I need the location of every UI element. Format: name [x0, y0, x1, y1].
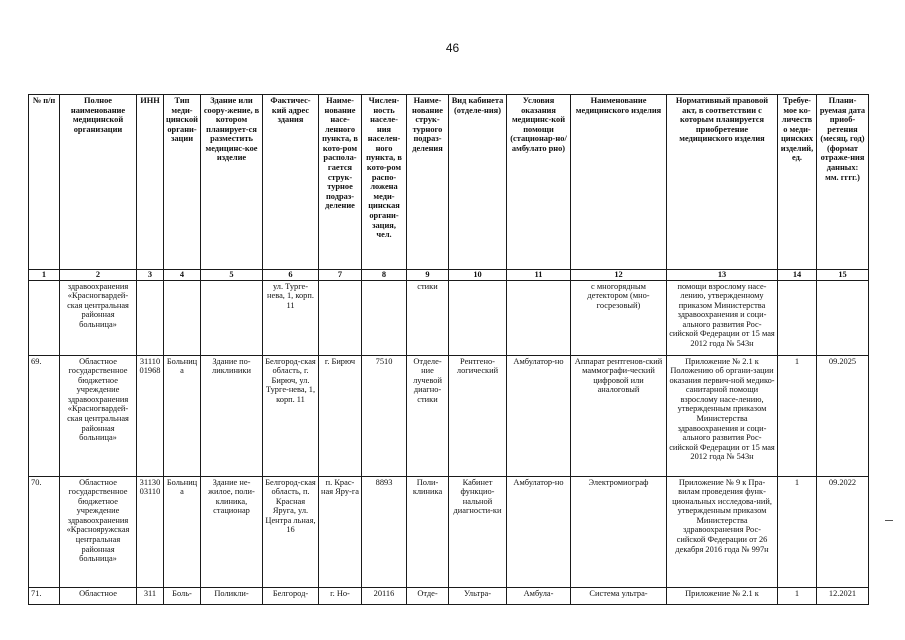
column-number: 10: [449, 270, 507, 281]
column-number: 7: [319, 270, 362, 281]
header-cell-qty: Требуе-мое ко-личество меди-цинских изделий, ед.: [778, 95, 817, 270]
cell-num: [29, 280, 60, 355]
cell-conditions: Амбула-: [507, 587, 571, 604]
cell-population: 20116: [362, 587, 407, 604]
column-number: 9: [407, 270, 449, 281]
column-number: 15: [817, 270, 869, 281]
column-number: 11: [507, 270, 571, 281]
cell-inn: [137, 280, 164, 355]
cell-conditions: Амбулатор-но: [507, 355, 571, 476]
column-number: 13: [667, 270, 778, 281]
cell-type: [164, 280, 201, 355]
cell-qty: 1: [778, 587, 817, 604]
cell-act: Приложение № 2.1 к Положению об органи-зации оказания первич-ной медико-санитарной помощи взрослому насе-лению, утвержденным приказом Министерства здравоохранения и соци-ального развития Рос-сийской Федерации от 15 мая 2012 года № 543н: [667, 355, 778, 476]
column-number: 2: [60, 270, 137, 281]
cell-subdivision: Отделе-ние лучевой диагно-стики: [407, 355, 449, 476]
cell-locality: г. Бирюч: [319, 355, 362, 476]
header-cell-population: Числен-ность населе-ния населен-ного пункта, в кото-ром распо-ложена меди-цинская органи-зация, чел.: [362, 95, 407, 270]
header-cell-num: № п/п: [29, 95, 60, 270]
cell-qty: [778, 280, 817, 355]
cell-building: Поликли-: [201, 587, 263, 604]
cell-locality: [319, 280, 362, 355]
table-row: [29, 355, 869, 476]
cell-conditions: Амбулатор-но: [507, 476, 571, 587]
cell-org: Областное государственное бюджетное учреждение здравоохранения «Красногвардей-ская центральная районная больница»: [60, 355, 137, 476]
header-cell-inn: ИНН: [137, 95, 164, 270]
table-row: [29, 476, 869, 587]
cell-subdivision: Поли-клиника: [407, 476, 449, 587]
column-number-row: [29, 270, 869, 281]
cell-conditions: [507, 280, 571, 355]
scan-edge-mark: [885, 520, 893, 521]
cell-cabinet: [449, 280, 507, 355]
cell-building: Здание не-жилое, поли-клиника, стационар: [201, 476, 263, 587]
column-number: 8: [362, 270, 407, 281]
cell-qty: 1: [778, 476, 817, 587]
cell-building: [201, 280, 263, 355]
cell-type: Больница: [164, 355, 201, 476]
cell-inn: 31110 01968: [137, 355, 164, 476]
header-cell-org: Полное наименование медицинской организации: [60, 95, 137, 270]
cell-subdivision: Отде-: [407, 587, 449, 604]
header-cell-conditions: Условия оказания медицинс-кой помощи (стационар-но/амбулато рно): [507, 95, 571, 270]
cell-locality: г. Но-: [319, 587, 362, 604]
cell-org: здравоохранения «Красногвардей-ская центральная районная больница»: [60, 280, 137, 355]
column-number: 1: [29, 270, 60, 281]
header-cell-address: Фактичес-кий адрес здания: [263, 95, 319, 270]
medical-equipment-table: [28, 94, 869, 605]
cell-num: 71.: [29, 587, 60, 604]
column-number: 3: [137, 270, 164, 281]
cell-date: 12.2021: [817, 587, 869, 604]
header-cell-act: Нормативный правовой акт, в соответствии с которым планируется приобретение медицинского изделия: [667, 95, 778, 270]
cell-cabinet: Ультра-: [449, 587, 507, 604]
cell-type: Боль-: [164, 587, 201, 604]
cell-population: 8893: [362, 476, 407, 587]
column-number: 4: [164, 270, 201, 281]
cell-cabinet: Кабинет функцио-нальной диагности-ки: [449, 476, 507, 587]
cell-cabinet: Рентгено-логический: [449, 355, 507, 476]
header-cell-date: Плани-руемая дата приоб-ретения (месяц, год) (формат отраже-ния данных: мм. гггг.): [817, 95, 869, 270]
cell-device: с многорядным детектором (мно-госрезовый): [571, 280, 667, 355]
cell-act: Приложение № 2.1 к: [667, 587, 778, 604]
cell-device: Электромиограф: [571, 476, 667, 587]
cell-population: [362, 280, 407, 355]
header-cell-subdivision: Наиме-нование струк-турного подраз-деления: [407, 95, 449, 270]
column-number: 14: [778, 270, 817, 281]
cell-inn: 311: [137, 587, 164, 604]
cell-act: Приложение № 9 к Пра-вилам проведения функ-циональных исследова-ний, утвержденным приказом Министерства здравоохранения Рос-сийской Федерации от 26 декабря 2016 года № 997н: [667, 476, 778, 587]
cell-num: 69.: [29, 355, 60, 476]
header-cell-locality: Наиме-нование насе-ленного пункта, в кото-ром распола-гается струк-турное подраз-деление: [319, 95, 362, 270]
header-cell-cabinet: Вид кабинета (отделе-ния): [449, 95, 507, 270]
header-cell-type: Тип меди-цинской органи-зации: [164, 95, 201, 270]
cell-num: 70.: [29, 476, 60, 587]
table-row: [29, 280, 869, 355]
cell-subdivision: стики: [407, 280, 449, 355]
cell-date: 09.2025: [817, 355, 869, 476]
cell-address: Белгород-ская область, п. Красная Яруга, ул. Центра льная, 16: [263, 476, 319, 587]
cell-locality: п. Крас-ная Яру-га: [319, 476, 362, 587]
column-number: 5: [201, 270, 263, 281]
cell-address: Белгород-: [263, 587, 319, 604]
header-row: [29, 95, 869, 270]
cell-device: Система ультра-: [571, 587, 667, 604]
cell-act: помощи взрослому насе-лению, утвержденному приказом Министерства здравоохранения и соци-ального развития Рос-сийской Федерации от 15 мая 2012 года № 543н: [667, 280, 778, 355]
cell-device: Аппарат рентгенов-ский маммографи-ческий цифровой или аналоговый: [571, 355, 667, 476]
cell-population: 7510: [362, 355, 407, 476]
cell-inn: 31130 03110: [137, 476, 164, 587]
cell-org: Областное: [60, 587, 137, 604]
cell-org: Областное государственное бюджетное учреждение здравоохранения «Краснояружская центральная районная больница»: [60, 476, 137, 587]
cell-type: Больница: [164, 476, 201, 587]
header-cell-building: Здание или соору-жение, в котором планирует-ся разместить медицинс-кое изделие: [201, 95, 263, 270]
page-number: 46: [445, 41, 460, 55]
cell-date: [817, 280, 869, 355]
cell-address: ул. Турге-нева, 1, корп. 11: [263, 280, 319, 355]
table-row: [29, 587, 869, 604]
cell-qty: 1: [778, 355, 817, 476]
cell-date: 09.2022: [817, 476, 869, 587]
column-number: 6: [263, 270, 319, 281]
header-cell-device: Наименование медицинского изделия: [571, 95, 667, 270]
column-number: 12: [571, 270, 667, 281]
cell-building: Здание по-ликлиники: [201, 355, 263, 476]
cell-address: Белгород-ская область, г. Бирюч, ул. Турге-нева, 1, корп. 11: [263, 355, 319, 476]
